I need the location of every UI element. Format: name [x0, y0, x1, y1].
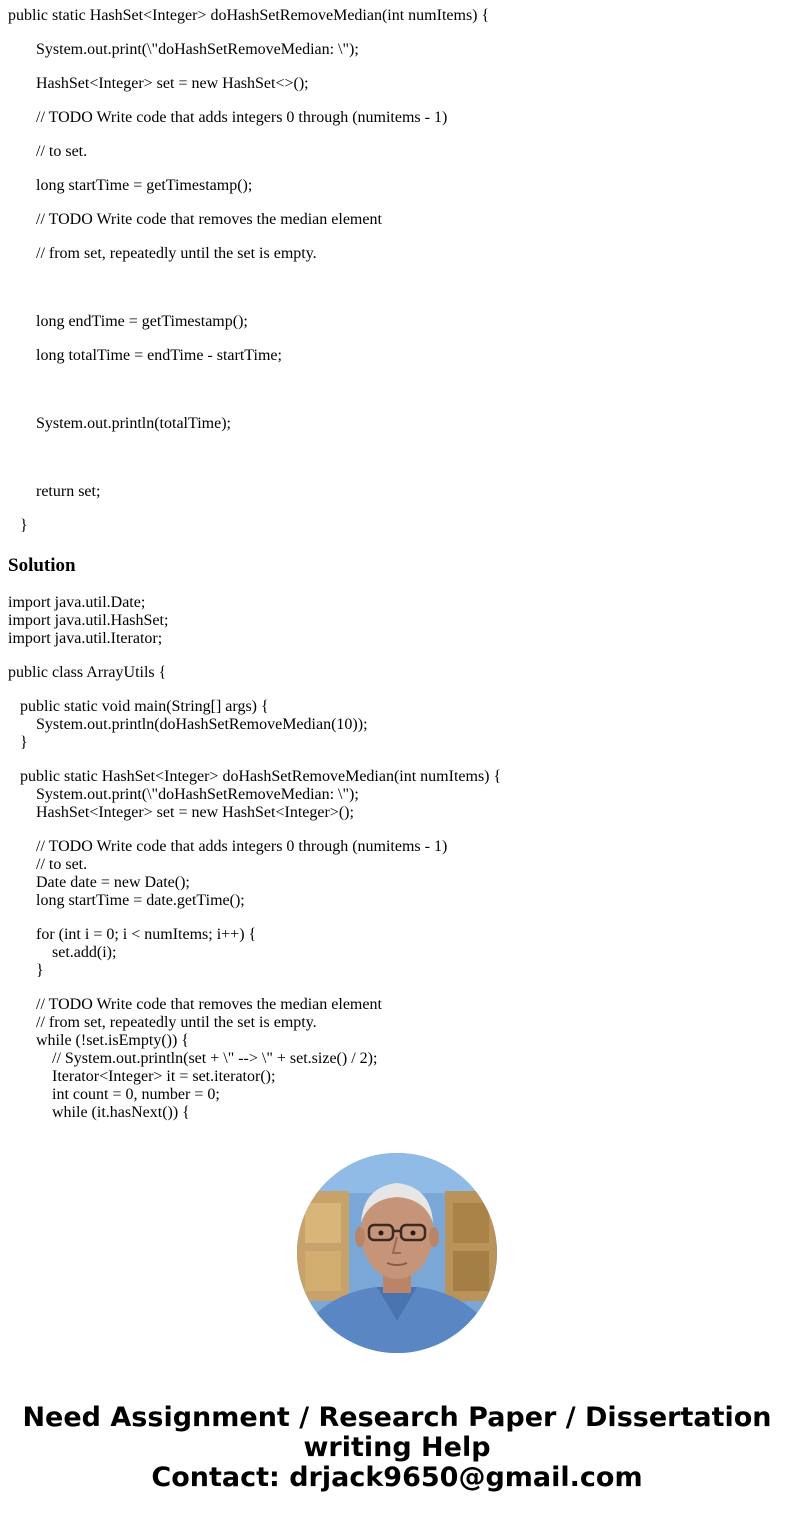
code-line: // from set, repeatedly until the set is empty.: [36, 1014, 317, 1031]
code-line: public static HashSet<Integer> doHashSetRemoveMedian(int numItems) {: [8, 7, 490, 24]
code-line: public static HashSet<Integer> doHashSetRemoveMedian(int numItems) {: [20, 768, 502, 785]
code-line: // TODO Write code that adds integers 0 through (numitems - 1): [36, 838, 448, 855]
code-line: import java.util.Iterator;: [8, 630, 163, 647]
code-line: // to set.: [36, 856, 88, 873]
promo-line: writing Help: [303, 1432, 491, 1463]
code-line: public static void main(String[] args) {: [20, 698, 269, 715]
code-line: // TODO Write code that removes the median element: [36, 211, 382, 228]
promo-line: Need Assignment / Research Paper / Dissertation: [22, 1402, 772, 1433]
code-line: while (it.hasNext()) {: [52, 1104, 190, 1121]
code-line: public class ArrayUtils {: [8, 664, 167, 681]
code-line: long startTime = getTimestamp();: [36, 177, 253, 194]
code-line: int count = 0, number = 0;: [52, 1086, 220, 1103]
solution-heading: Solution: [8, 555, 76, 576]
code-line: System.out.print(\"doHashSetRemoveMedian: \");: [36, 41, 359, 58]
code-line: }: [20, 734, 28, 751]
avatar: [297, 1153, 497, 1353]
code-line: long startTime = date.getTime();: [36, 892, 245, 909]
code-line: // TODO Write code that adds integers 0 through (numitems - 1): [36, 109, 448, 126]
code-line: long totalTime = endTime - startTime;: [36, 347, 282, 364]
code-line: set.add(i);: [52, 944, 117, 961]
code-line: while (!set.isEmpty()) {: [36, 1032, 189, 1049]
avatar-portrait: [297, 1153, 497, 1353]
code-line: Iterator<Integer> it = set.iterator();: [52, 1068, 276, 1085]
code-line: HashSet<Integer> set = new HashSet<Integer>();: [36, 804, 354, 821]
code-line: }: [36, 962, 44, 979]
code-line: }: [20, 517, 28, 534]
code-line: import java.util.HashSet;: [8, 612, 169, 629]
code-line: // to set.: [36, 143, 88, 160]
code-line: // from set, repeatedly until the set is empty.: [36, 245, 317, 262]
code-line: // System.out.println(set + \" --> \" + set.size() / 2);: [52, 1050, 378, 1067]
promo-contact: Contact: drjack9650@gmail.com: [151, 1462, 643, 1493]
promo-banner: [0, 1403, 794, 1493]
code-line: System.out.println(doHashSetRemoveMedian(10));: [36, 716, 368, 733]
code-line: for (int i = 0; i < numItems; i++) {: [36, 926, 257, 943]
code-line: long endTime = getTimestamp();: [36, 313, 248, 330]
code-line: System.out.println(totalTime);: [36, 415, 231, 432]
code-line: System.out.print(\"doHashSetRemoveMedian: \");: [36, 786, 359, 803]
code-line: Date date = new Date();: [36, 874, 190, 891]
code-line: HashSet<Integer> set = new HashSet<>();: [36, 75, 309, 92]
code-line: return set;: [36, 483, 101, 500]
code-line: // TODO Write code that removes the median element: [36, 996, 382, 1013]
code-line: import java.util.Date;: [8, 594, 146, 611]
